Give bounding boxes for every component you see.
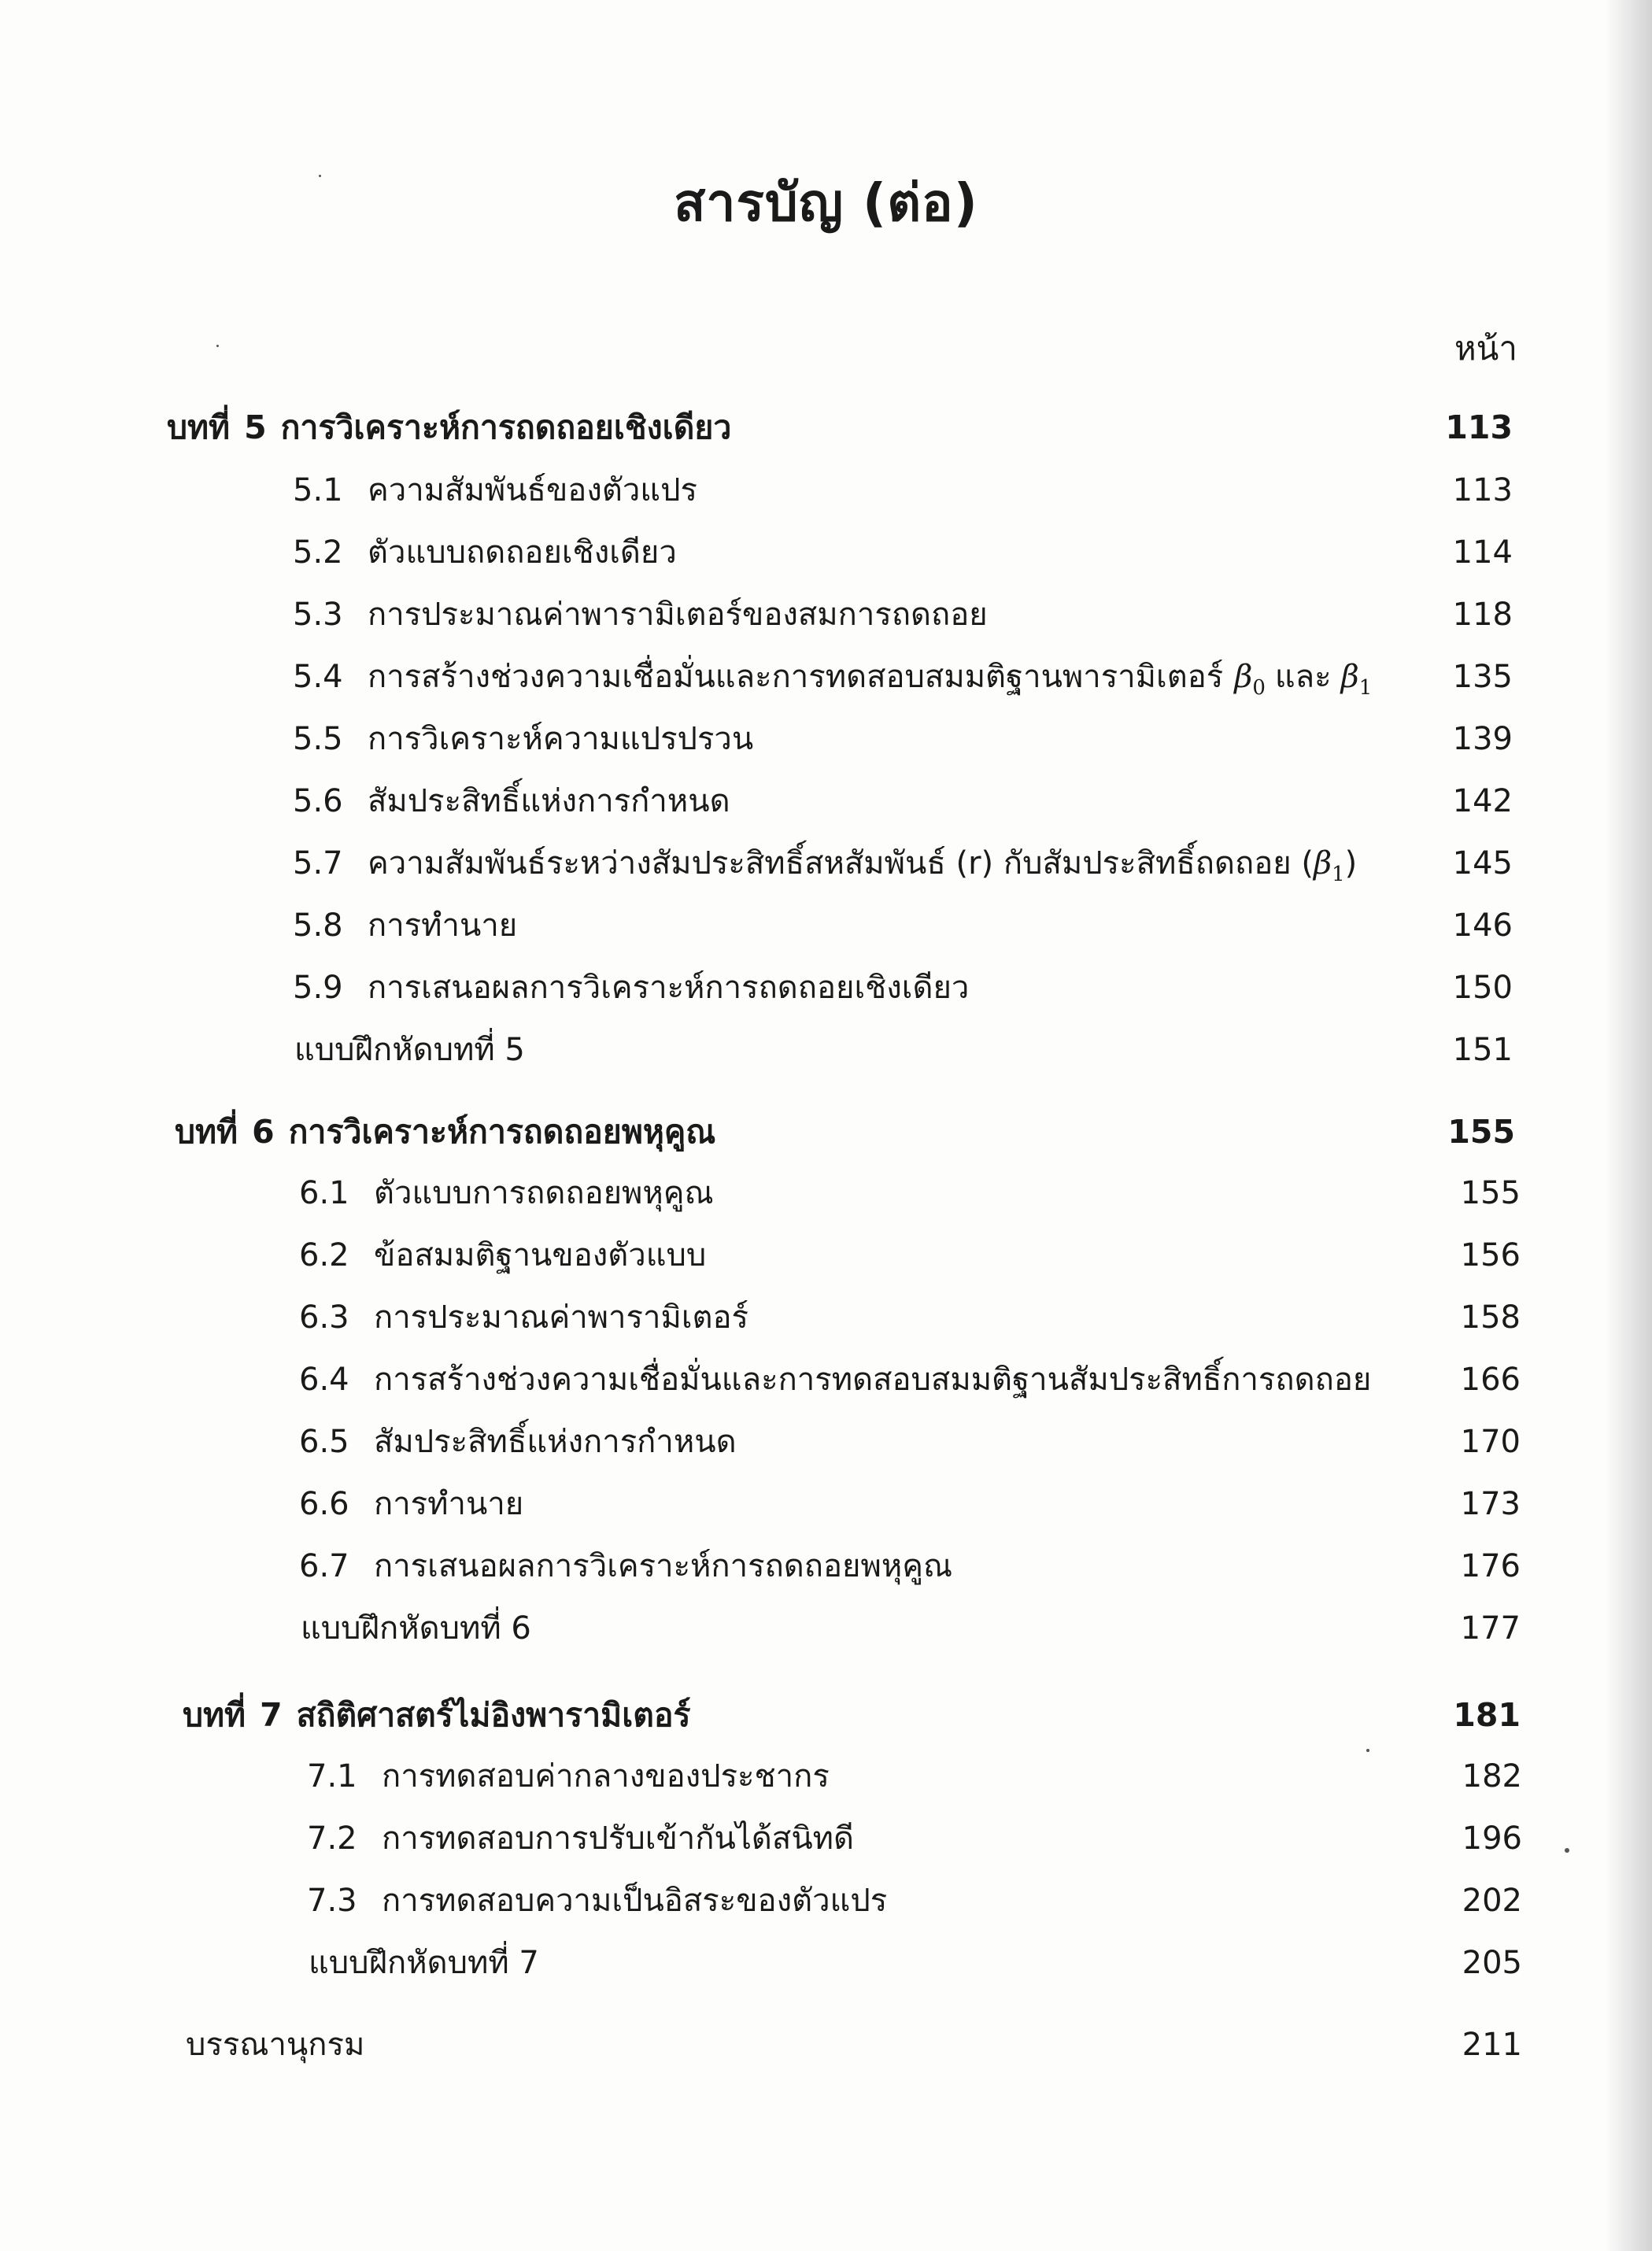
toc-page-number: 176 — [1460, 1548, 1521, 1584]
toc-entry-title — [299, 1228, 706, 1283]
toc-page-number: 177 — [1460, 1610, 1521, 1647]
section-title: การประมาณค่าพารามิเตอร์ — [374, 1299, 748, 1336]
toc-section-row — [0, 1539, 1652, 1594]
section-number: 5.7 — [293, 845, 343, 882]
toc-entry-title — [293, 960, 969, 1015]
section-number: 6.3 — [299, 1299, 349, 1336]
section-title: ตัวแบบถดถอยเชิงเดียว — [368, 534, 677, 571]
chapter-prefix: บทที่ — [183, 1696, 246, 1734]
toc-entry-title — [299, 1539, 952, 1594]
scan-speck — [1366, 1749, 1369, 1752]
toc-section-row — [0, 463, 1652, 518]
section-title: การเสนอผลการวิเคราะห์การถดถอยเชิงเดียว — [368, 970, 970, 1006]
chapter-number: 5 — [244, 408, 267, 446]
toc-entry-title — [299, 1166, 714, 1221]
toc-entry-title: แบบฝึกหัดบทที่ 5 — [294, 1032, 525, 1068]
toc-page-number: 142 — [1452, 783, 1513, 819]
section-title: การทดสอบความเป็นอิสระของตัวแปร — [382, 1883, 888, 1919]
chapter-title: สถิติศาสตร์ไม่อิงพารามิเตอร์ — [296, 1696, 691, 1734]
toc-page-number: 158 — [1460, 1299, 1521, 1336]
toc-section-row — [0, 898, 1652, 953]
section-number: 6.7 — [299, 1548, 349, 1584]
section-title: การประมาณค่าพารามิเตอร์ของสมการถดถอย — [368, 597, 988, 633]
toc-section-row — [0, 1873, 1652, 1928]
toc-page-number: 173 — [1460, 1486, 1521, 1522]
toc-page-number: 166 — [1460, 1362, 1521, 1398]
section-number: 5.4 — [293, 659, 343, 695]
chapter-prefix: บทที่ — [167, 408, 231, 446]
toc-exercise-row — [0, 1022, 1652, 1077]
section-title: การทดสอบการปรับเข้ากันได้สนิทดี — [382, 1820, 854, 1857]
beta-glyph: β — [1234, 659, 1253, 695]
scan-speck — [1565, 1848, 1569, 1853]
toc-page-number: 145 — [1452, 845, 1513, 882]
toc-entry-title — [293, 774, 730, 829]
toc-page-number: 205 — [1462, 1945, 1522, 1981]
toc-page-number: 151 — [1452, 1032, 1513, 1068]
section-number: 5.2 — [293, 534, 343, 571]
toc-page-number: 182 — [1462, 1758, 1522, 1795]
toc-page-number: 196 — [1462, 1820, 1522, 1857]
beta-subscript: 1 — [1358, 676, 1373, 700]
toc-entry-title — [293, 898, 517, 953]
beta-symbol — [1314, 845, 1345, 886]
toc-entry-title — [307, 1749, 830, 1804]
chapter-number: 6 — [252, 1113, 275, 1151]
page-column-header: หน้า — [1454, 329, 1517, 368]
toc-entry-title — [175, 1104, 715, 1159]
section-number: 5.6 — [293, 783, 343, 819]
toc-section-row — [0, 1228, 1652, 1283]
section-title: ความสัมพันธ์ของตัวแปร — [368, 472, 697, 508]
toc-section-row — [0, 1749, 1652, 1804]
beta-subscript: 1 — [1332, 863, 1345, 886]
chapter-title: การวิเคราะห์การถดถอยพหุคูณ — [288, 1113, 716, 1151]
section-title: สัมประสิทธิ์แห่งการกำหนด — [368, 783, 730, 819]
section-title: การทำนาย — [368, 907, 518, 944]
toc-section-row — [0, 525, 1652, 580]
toc-entry-title: แบบฝึกหัดบทที่ 6 — [301, 1610, 531, 1647]
toc-page-number: 181 — [1453, 1696, 1521, 1734]
toc-page-number: 155 — [1460, 1175, 1521, 1211]
toc-section-row — [0, 712, 1652, 767]
toc-page-number: 135 — [1452, 659, 1513, 695]
section-number: 5.1 — [293, 472, 343, 508]
toc-chapter-row — [0, 1687, 1652, 1743]
toc-page-number: 113 — [1452, 472, 1513, 508]
toc-section-row — [0, 1414, 1652, 1469]
chapter-title: การวิเคราะห์การถดถอยเชิงเดียว — [280, 408, 732, 446]
beta-glyph: β — [1314, 845, 1332, 882]
toc-section-row — [0, 836, 1652, 891]
toc-entry-title — [307, 1873, 887, 1928]
toc-page-number: 146 — [1452, 907, 1513, 944]
toc-section-row — [0, 1352, 1652, 1407]
toc-entry-title — [293, 463, 697, 518]
toc-entry-title — [293, 649, 1372, 715]
toc-page-number: 139 — [1452, 721, 1513, 757]
toc-section-row — [0, 960, 1652, 1015]
toc-page-number: 211 — [1462, 2027, 1522, 2063]
toc-entry-title — [307, 1811, 854, 1866]
toc-page-number: 170 — [1460, 1424, 1521, 1460]
section-number: 5.5 — [293, 721, 343, 757]
chapter-prefix: บทที่ — [175, 1113, 238, 1151]
chapter-number: 7 — [260, 1696, 283, 1734]
section-title: การทำนาย — [374, 1486, 524, 1522]
toc-chapter-row — [0, 1104, 1652, 1159]
toc-exercise-row — [0, 1935, 1652, 1990]
section-title: การวิเคราะห์ความแปรปรวน — [368, 721, 754, 757]
section-title: ความสัมพันธ์ระหว่างสัมประสิทธิ์สหสัมพันธ์ (r) กับสัมประสิทธิ์ถดถอย ( — [368, 845, 1314, 882]
section-number: 6.4 — [299, 1362, 349, 1398]
toc-entry-title — [293, 836, 1357, 902]
toc-page-number: 156 — [1460, 1237, 1521, 1273]
toc-exercise-row — [0, 1601, 1652, 1656]
section-number: 7.3 — [307, 1883, 357, 1919]
section-number: 5.3 — [293, 597, 343, 633]
section-number: 6.5 — [299, 1424, 349, 1460]
page-title: สารบัญ (ต่อ) — [674, 172, 978, 233]
toc-page-number: 114 — [1452, 534, 1513, 571]
section-title: การสร้างช่วงความเชื่อมั่นและการทดสอบสมมติฐานสัมประสิทธิ์การถดถอย — [374, 1362, 1372, 1398]
toc-entry-title — [299, 1414, 737, 1469]
toc-entry-title — [183, 1687, 691, 1743]
section-number: 5.9 — [293, 970, 343, 1006]
conjunction-text: และ — [1274, 659, 1332, 695]
toc-entry-title — [293, 525, 677, 580]
beta-subscript: 0 — [1252, 676, 1266, 700]
toc-entry-title: แบบฝึกหัดบทที่ 7 — [309, 1945, 539, 1981]
section-number: 6.2 — [299, 1237, 349, 1273]
beta-glyph: β — [1340, 659, 1359, 695]
scan-speck — [216, 345, 219, 347]
section-number: 5.8 — [293, 907, 343, 944]
section-title: สัมประสิทธิ์แห่งการกำหนด — [374, 1424, 737, 1460]
toc-entry-title — [293, 587, 988, 642]
section-title: การสร้างช่วงความเชื่อมั่นและการทดสอบสมมติฐานพารามิเตอร์ — [368, 659, 1224, 695]
toc-entry-title: บรรณานุกรม — [186, 2027, 365, 2063]
toc-section-row — [0, 1166, 1652, 1221]
toc-entry-title — [299, 1290, 748, 1345]
section-number: 7.2 — [307, 1820, 357, 1857]
section-number: 6.6 — [299, 1486, 349, 1522]
toc-section-row — [0, 587, 1652, 642]
toc-page-number: 155 — [1447, 1113, 1515, 1151]
toc-section-row — [0, 1477, 1652, 1532]
toc-entry-title — [299, 1477, 523, 1532]
toc-section-row — [0, 774, 1652, 829]
section-title: ข้อสมมติฐานของตัวแบบ — [374, 1237, 707, 1273]
scan-speck — [319, 175, 321, 177]
beta-symbol — [1340, 659, 1373, 700]
section-title: ตัวแบบการถดถอยพหุคูณ — [374, 1175, 714, 1211]
toc-entry-title — [167, 400, 731, 455]
toc-page-number: 118 — [1452, 597, 1513, 633]
section-number: 6.1 — [299, 1175, 349, 1211]
toc-bibliography-row — [0, 2017, 1652, 2072]
beta-symbol — [1234, 659, 1266, 700]
closing-paren: ) — [1344, 845, 1358, 882]
section-title: การทดสอบค่ากลางของประชากร — [382, 1758, 830, 1795]
toc-entry-title — [293, 712, 753, 767]
section-number: 7.1 — [307, 1758, 357, 1795]
toc-entry-title — [299, 1352, 1371, 1407]
section-title: การเสนอผลการวิเคราะห์การถดถอยพหุคูณ — [374, 1548, 953, 1584]
toc-page-number: 150 — [1452, 970, 1513, 1006]
toc-page-number: 202 — [1462, 1883, 1522, 1919]
toc-chapter-row — [0, 400, 1652, 455]
toc-page-number: 113 — [1445, 408, 1513, 446]
toc-section-row — [0, 1811, 1652, 1866]
toc-section-row — [0, 649, 1652, 704]
toc-section-row — [0, 1290, 1652, 1345]
